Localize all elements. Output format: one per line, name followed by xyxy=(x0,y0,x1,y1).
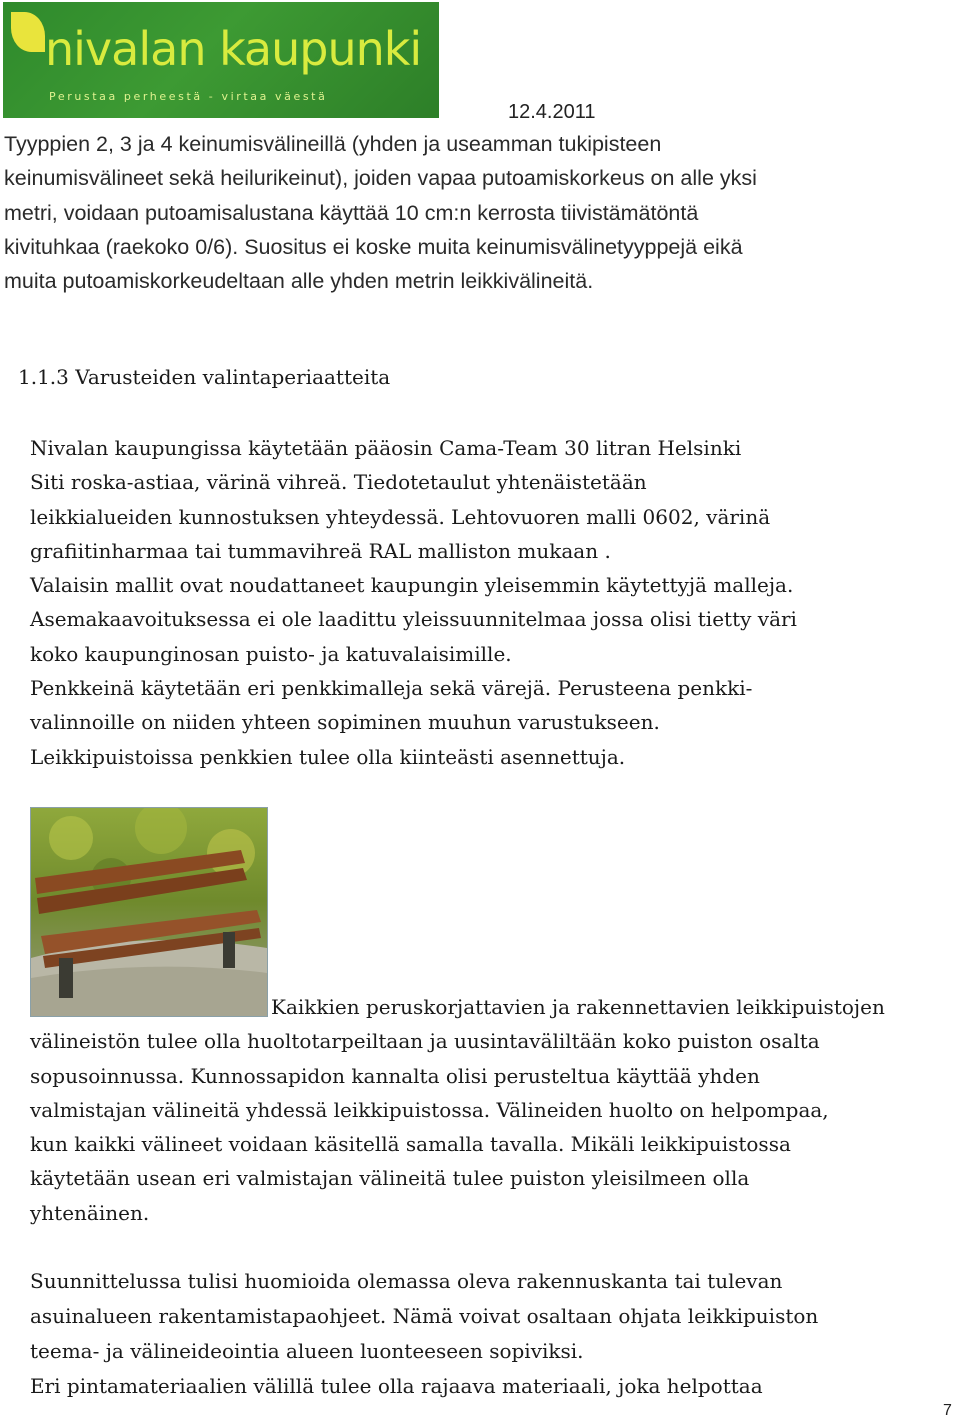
text-line: välineistön tulee olla huoltotarpeiltaan ja uusintaväliltään koko puiston osalta xyxy=(30,1029,820,1054)
bench-illustration xyxy=(31,808,267,1016)
text-line: Siti roska-astiaa, värinä vihreä. Tiedotetaulut yhtenäistetään xyxy=(30,470,647,495)
text-line: teema- ja välineideointia alueen luonteeseen sopiviksi. xyxy=(30,1339,584,1363)
page-number: 7 xyxy=(943,1402,952,1419)
text-line: Leikkipuistoissa penkkien tulee olla kiinteästi asennettuja. xyxy=(30,744,626,769)
text-line: valmistajan välineitä yhdessä leikkipuistossa. Välineiden huolto on helpompaa, xyxy=(30,1097,829,1122)
document-date: 12.4.2011 xyxy=(508,101,596,123)
text-line: leikkialueiden kunnostuksen yhteydessä. Lehtovuoren malli 0602, värinä xyxy=(30,504,771,529)
text-line: koko kaupunginosan puisto- ja katuvalaisimille. xyxy=(30,641,512,666)
text-line: Asemakaavoituksessa ei ole laadittu yleissuunnitelmaa jossa olisi tietty väri xyxy=(30,607,797,632)
section-body xyxy=(30,431,950,774)
text-line: metri, voidaan putoamisalustana käyttää 10 cm:n kerrosta tiivistämätöntä xyxy=(4,200,699,225)
logo-leaf-icon xyxy=(11,12,45,52)
text-line: Suunnittelussa tulisi huomioida olemassa oleva rakennuskanta tai tulevan xyxy=(30,1269,783,1293)
text-line: kivituhkaa (raekoko 0/6). Suositus ei koske muita keinumisvälinetyyppejä eikä xyxy=(4,234,743,259)
text-line: Tyyppien 2, 3 ja 4 keinumisvälineillä (yhden ja useamman tukipisteen xyxy=(4,132,662,156)
intro-paragraph xyxy=(4,127,944,298)
text-line: grafiitinharmaa tai tummavihreä RAL malliston mukaan . xyxy=(30,538,611,563)
text-line: Kaikkien peruskorjattavien ja rakennettavien leikkipuistojen xyxy=(271,995,885,1019)
text-line: valinnoille on niiden yhteen sopiminen muuhun varustukseen. xyxy=(30,710,660,735)
text-line: Nivalan kaupungissa käytetään pääosin Cama-Team 30 litran Helsinki xyxy=(30,436,742,460)
text-line: sopusoinnussa. Kunnossapidon kannalta olisi perusteltua käyttää yhden xyxy=(30,1063,760,1088)
text-line: Eri pintamateriaalien välillä tulee olla rajaava materiaali, joka helpottaa xyxy=(30,1374,763,1398)
text-line: kun kaikki välineet voidaan käsitellä samalla tavalla. Mikäli leikkipuistossa xyxy=(30,1132,791,1157)
text-line: Valaisin mallit ovat noudattaneet kaupungin yleisemmin käytettyjä malleja. xyxy=(30,573,794,598)
logo-slogan: Perustaa perheestä - virtaa väestä xyxy=(49,90,328,103)
text-line: muita putoamiskorkeudeltaan alle yhden metrin leikkivälineitä. xyxy=(4,269,594,294)
bench-photo xyxy=(30,807,268,1017)
text-line: keinumisvälineet sekä heilurikeinut), joiden vapaa putoamiskorkeus on alle yksi xyxy=(4,166,757,191)
section-heading: 1.1.3 Varusteiden valintaperiaatteita xyxy=(18,365,391,389)
text-line: Penkkeinä käytetään eri penkkimalleja sekä värejä. Perusteena penkki- xyxy=(30,676,753,701)
logo-name: nivalan kaupunki xyxy=(45,22,422,76)
planning-paragraph xyxy=(30,1264,950,1404)
text-line: käytetään usean eri valmistajan välineitä tulee puiston yleisilmeen olla xyxy=(30,1166,750,1191)
maintenance-paragraph xyxy=(30,990,955,1230)
text-line: yhtenäinen. xyxy=(30,1200,150,1225)
logo xyxy=(3,2,439,118)
text-line: asuinalueen rakentamistapaohjeet. Nämä voivat osaltaan ohjata leikkipuiston xyxy=(30,1304,819,1328)
